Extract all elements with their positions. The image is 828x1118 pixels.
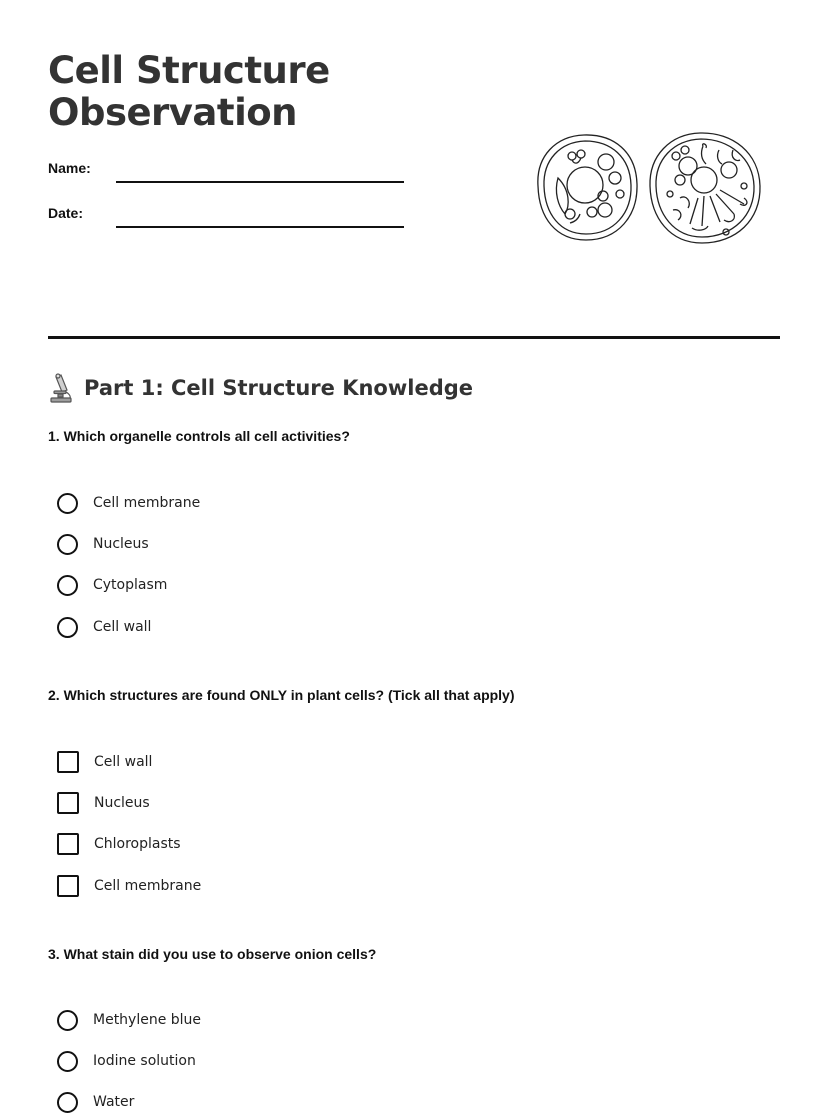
q2-option-cell-membrane[interactable]	[57, 873, 201, 899]
question-2-text: 2. Which structures are found ONLY in plant cells? (Tick all that apply)	[48, 687, 515, 703]
checkbox[interactable]	[57, 792, 79, 814]
section-divider	[48, 336, 780, 339]
radio-button[interactable]	[57, 1051, 78, 1072]
radio-button[interactable]	[57, 534, 78, 555]
date-field[interactable]	[48, 205, 408, 229]
q2-option-chloroplasts[interactable]	[57, 831, 181, 857]
name-input-line[interactable]	[116, 181, 404, 183]
q2-option-nucleus[interactable]	[57, 790, 150, 816]
option-label: Nucleus	[93, 536, 149, 552]
name-label: Name:	[48, 160, 91, 176]
option-label: Cell wall	[94, 754, 153, 770]
date-input-line[interactable]	[116, 226, 404, 228]
question-1-text: 1. Which organelle controls all cell activities?	[48, 428, 350, 444]
question-3-text: 3. What stain did you use to observe onion cells?	[48, 946, 377, 962]
option-label: Cytoplasm	[93, 577, 168, 593]
q3-option-methylene-blue[interactable]	[57, 1007, 201, 1033]
radio-button[interactable]	[57, 1092, 78, 1113]
q2-option-cell-wall[interactable]	[57, 749, 152, 775]
option-label: Nucleus	[94, 795, 150, 811]
name-field[interactable]	[48, 160, 408, 184]
radio-button[interactable]	[57, 493, 78, 514]
option-label: Methylene blue	[93, 1012, 202, 1028]
radio-button[interactable]	[57, 1010, 78, 1031]
option-label: Water	[93, 1094, 135, 1110]
date-label: Date:	[48, 205, 84, 221]
option-label: Iodine solution	[93, 1053, 196, 1069]
microscope-icon	[48, 373, 74, 403]
option-label: Cell membrane	[93, 495, 201, 511]
option-label: Chloroplasts	[94, 836, 181, 852]
checkbox[interactable]	[57, 833, 79, 855]
animal-cell-drawing	[650, 133, 760, 243]
q1-option-cell-membrane[interactable]	[57, 490, 200, 516]
plant-cell-drawing	[538, 135, 637, 240]
checkbox[interactable]	[57, 875, 79, 897]
checkbox[interactable]	[57, 751, 79, 773]
q1-option-cytoplasm[interactable]	[57, 572, 167, 598]
q1-option-nucleus[interactable]	[57, 531, 149, 557]
q3-option-water[interactable]	[57, 1089, 134, 1115]
title-line-1: Cell Structure	[48, 49, 330, 92]
page-title	[48, 50, 330, 134]
option-label: Cell wall	[93, 619, 152, 635]
option-label: Cell membrane	[94, 878, 202, 894]
section-heading-text: Part 1: Cell Structure Knowledge	[84, 376, 474, 400]
cell-illustration	[530, 128, 766, 246]
section-heading	[48, 372, 473, 404]
q3-option-iodine-solution[interactable]	[57, 1048, 196, 1074]
radio-button[interactable]	[57, 575, 78, 596]
radio-button[interactable]	[57, 617, 78, 638]
title-line-2: Observation	[48, 91, 298, 134]
q1-option-cell-wall[interactable]	[57, 614, 151, 640]
